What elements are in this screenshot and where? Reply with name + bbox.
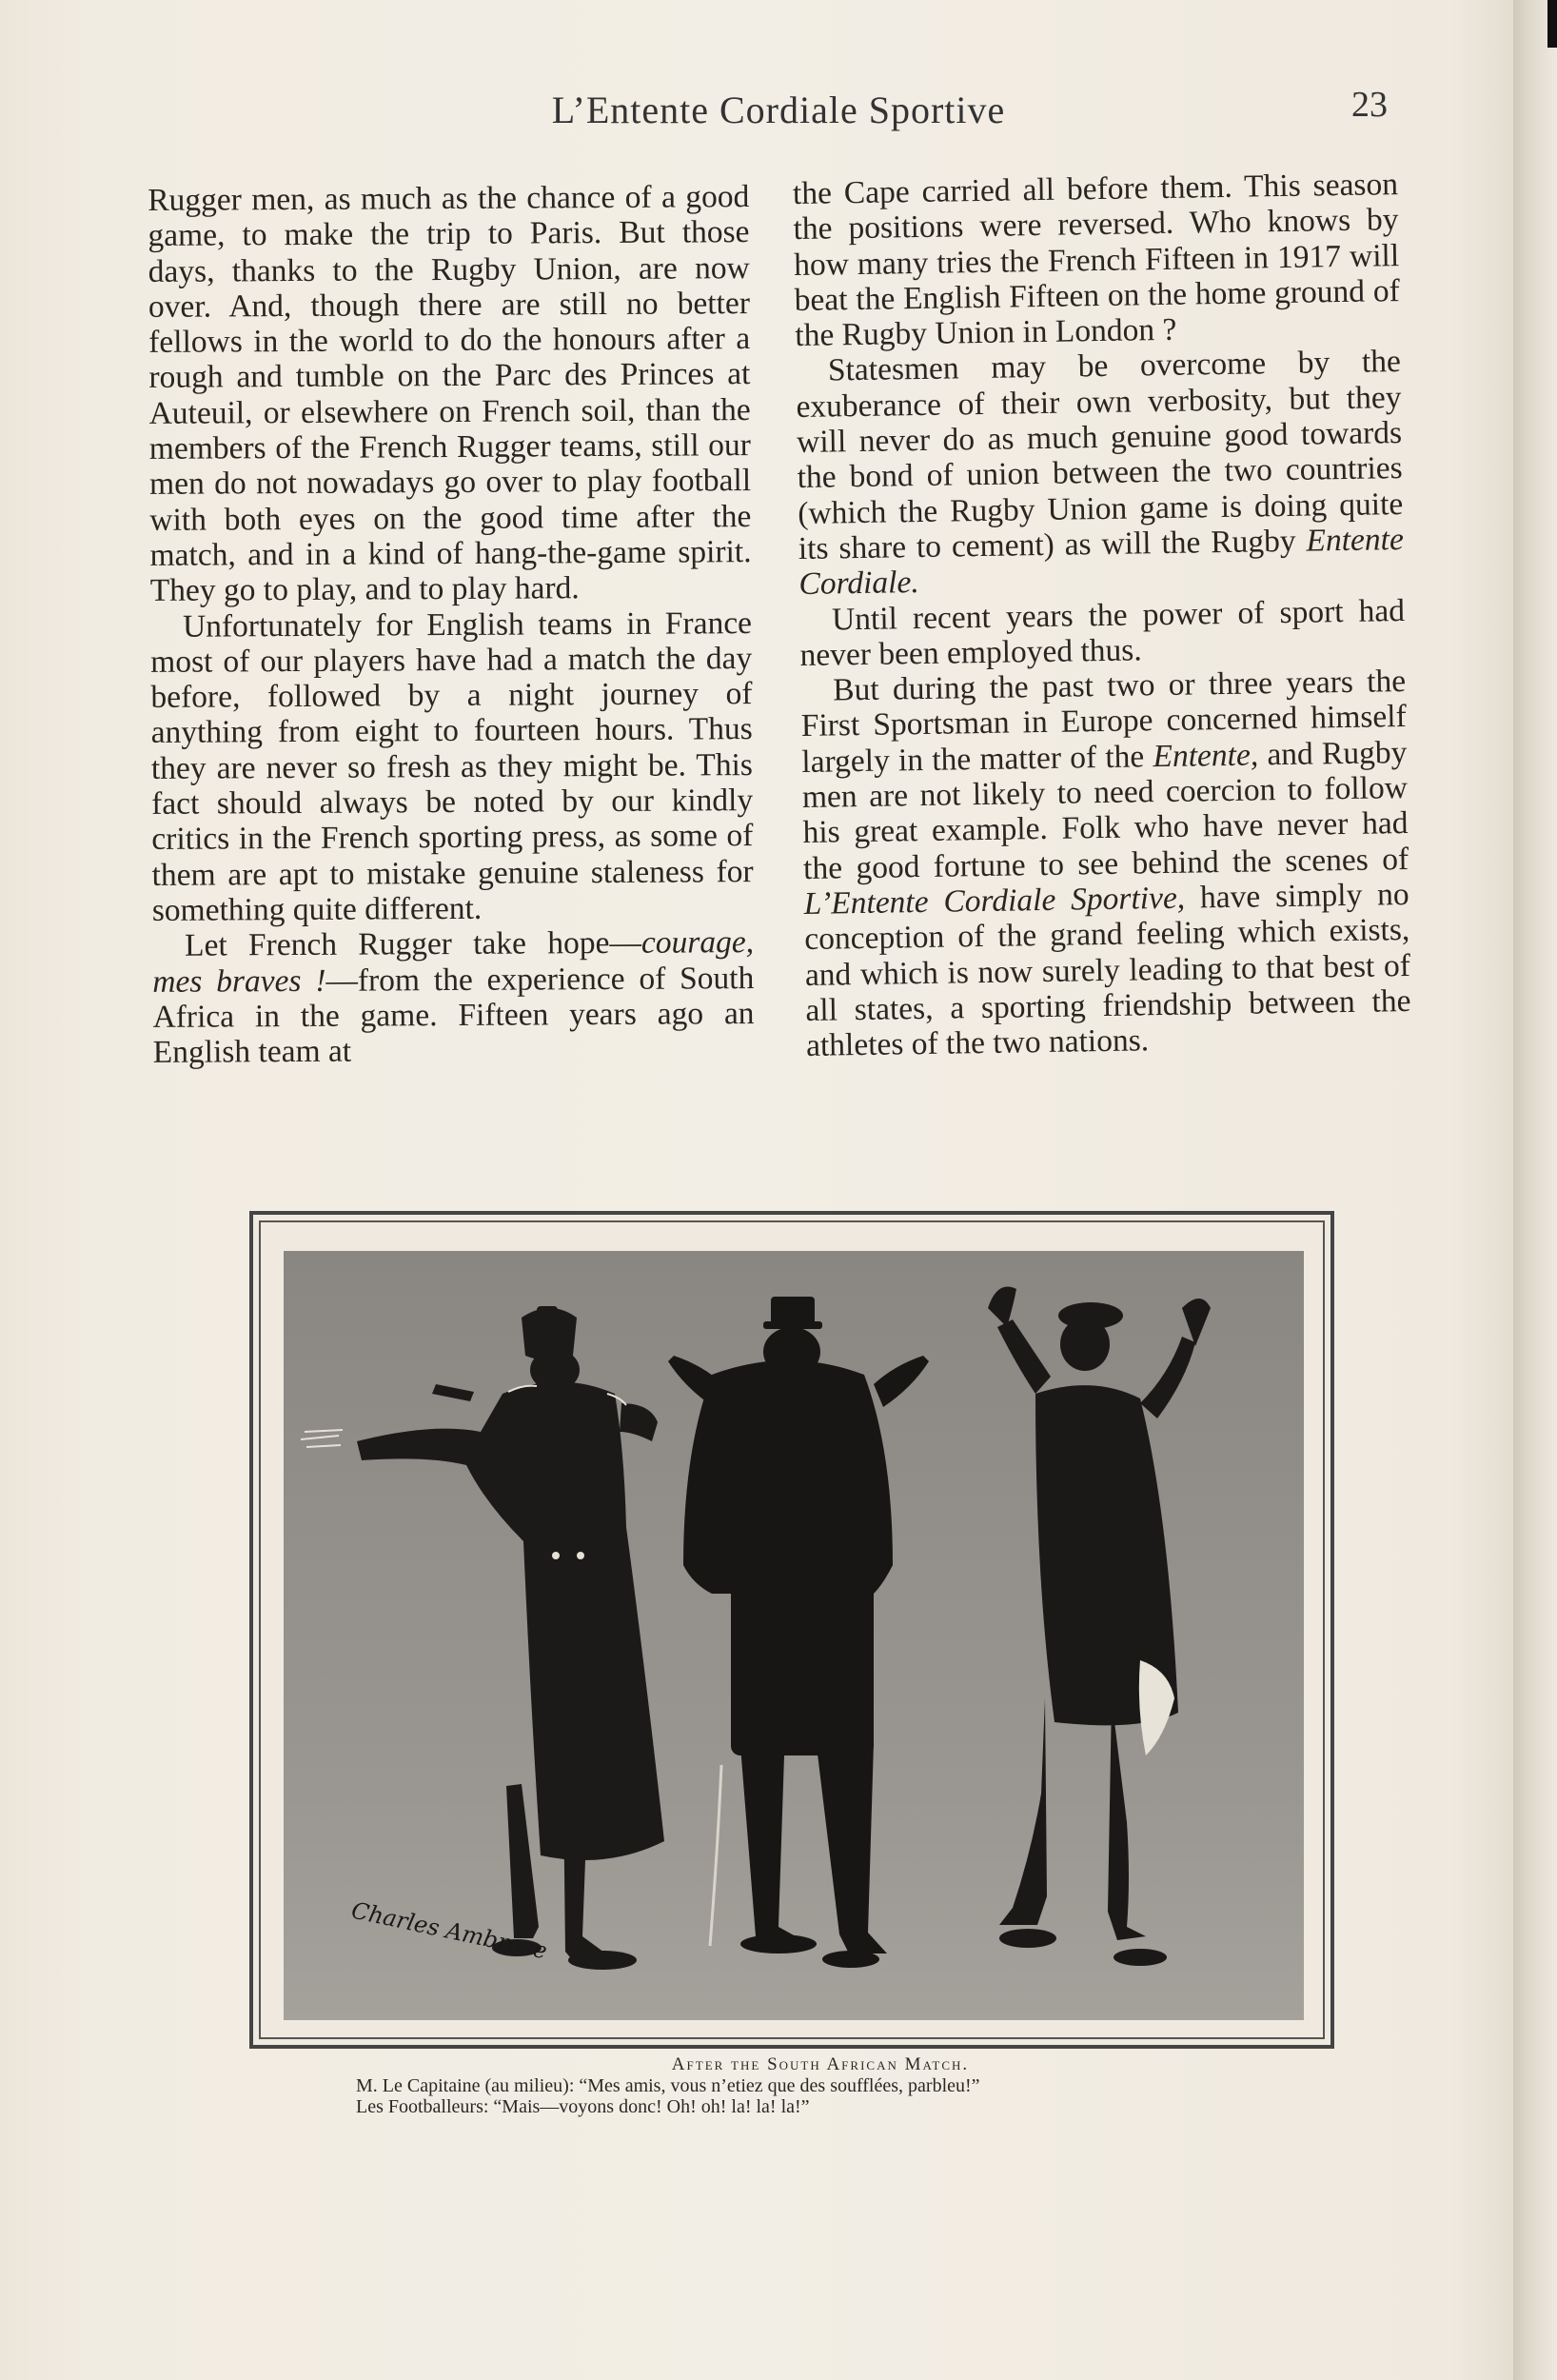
figure-middle-captain [668,1297,929,1968]
left-paragraph-3 [152,924,755,1070]
right-p2-italic: Entente Cordiale. [798,521,1405,603]
artist-signature: Charles Ambrose [348,1896,550,1965]
running-head: L’Entente Cordiale Sportive [551,89,1006,131]
right-p4-italic-1: Entente, [1153,737,1259,774]
left-paragraph-1: Rugger men, as much as the chance of a good game, to make the trip to Paris. But those days, thanks to the Rugby Union, are now over. And, though there are still no better fellows in the world to do the honours after a rough and tumble on the Parc des Princes at Auteuil, or elsewhere on French soil, than the members of the French Rugger teams, still our men do not nowadays go over to play football with both eyes on the good time after the match, and in a kind of hang-the-game spirit. They go to play, and to play hard. [148,179,752,609]
figure-left-details [301,1386,626,1558]
illustration-drawing [284,1251,1304,2020]
right-paragraph-2 [796,345,1405,603]
illustration [284,1251,1304,2020]
right-p4-start: But during the past two or three years the First Sportsman in Europe concerned himself largely in the matter of the [800,664,1408,780]
left-p3-italic: courage, mes braves ! [152,924,755,1000]
figure-right-footballer [988,1287,1211,1967]
right-p4-end: have simply no conception of the grand feeling which exists, and which is now surely leading to that best of all states, a sporting friendship between the athletes of the two nations. [804,876,1411,1064]
right-paragraph-1: the Cape carried all before them. This season the positions were reversed. Who knows by how many tries the French Fifteen in 1917 will beat the English Fifteen on the home ground of the Rugby Union in London ? [792,167,1400,354]
right-p4-mid: and Rugby men are not likely to need coercion to follow his great example. Folk who have never had the good fortune to see behind the scenes of [801,734,1409,886]
left-column [148,179,755,1070]
right-column [793,167,1412,1063]
caption-line-footballers: Les Footballeurs: “Mais—voyons donc! Oh! oh! la! la! la!” [356,2096,810,2117]
caption-title: After the South African Match. [671,2054,970,2074]
figure-caption [249,2054,1334,2117]
left-p3-start: Let French Rugger take hope— [184,925,642,963]
page-number: 23 [1351,85,1388,125]
right-p4-italic-2: L’Entente Cordiale Sportive, [803,880,1186,922]
page-edge [1513,0,1557,2380]
figure-left-officer [357,1306,664,1970]
shirt-tail [1139,1660,1174,1755]
right-paragraph-4 [800,664,1411,1063]
right-p2-start: Statesmen may be overcome by the exuberance of their own verbosity, but they will never do as much genuine good towards the bond of union between the two countries (which the Rugby Union game is doing quite its share to cement) as will the Rugby [796,344,1404,566]
illustration-frame [249,1211,1334,2049]
right-paragraph-3: Until recent years the power of sport had never been employed thus. [799,592,1406,673]
cane [710,1765,721,1946]
left-paragraph-2: Unfortunately for English teams in France most of our players have had a match the day before, followed by a night journey of anything from eight to fourteen hours. Thus they are never so fresh as they might be. This fact should always be noted by our kindly critics in the French sporting press, as some of them are apt to mistake genuine staleness for something quite different. [150,605,754,928]
left-p3-end: —from the experience of South Africa in the game. Fifteen years ago an English team at [152,960,755,1071]
caption-line-captain: M. Le Capitaine (au milieu): “Mes amis, vous n’etiez que des soufflées, parbleu!” [356,2075,980,2096]
